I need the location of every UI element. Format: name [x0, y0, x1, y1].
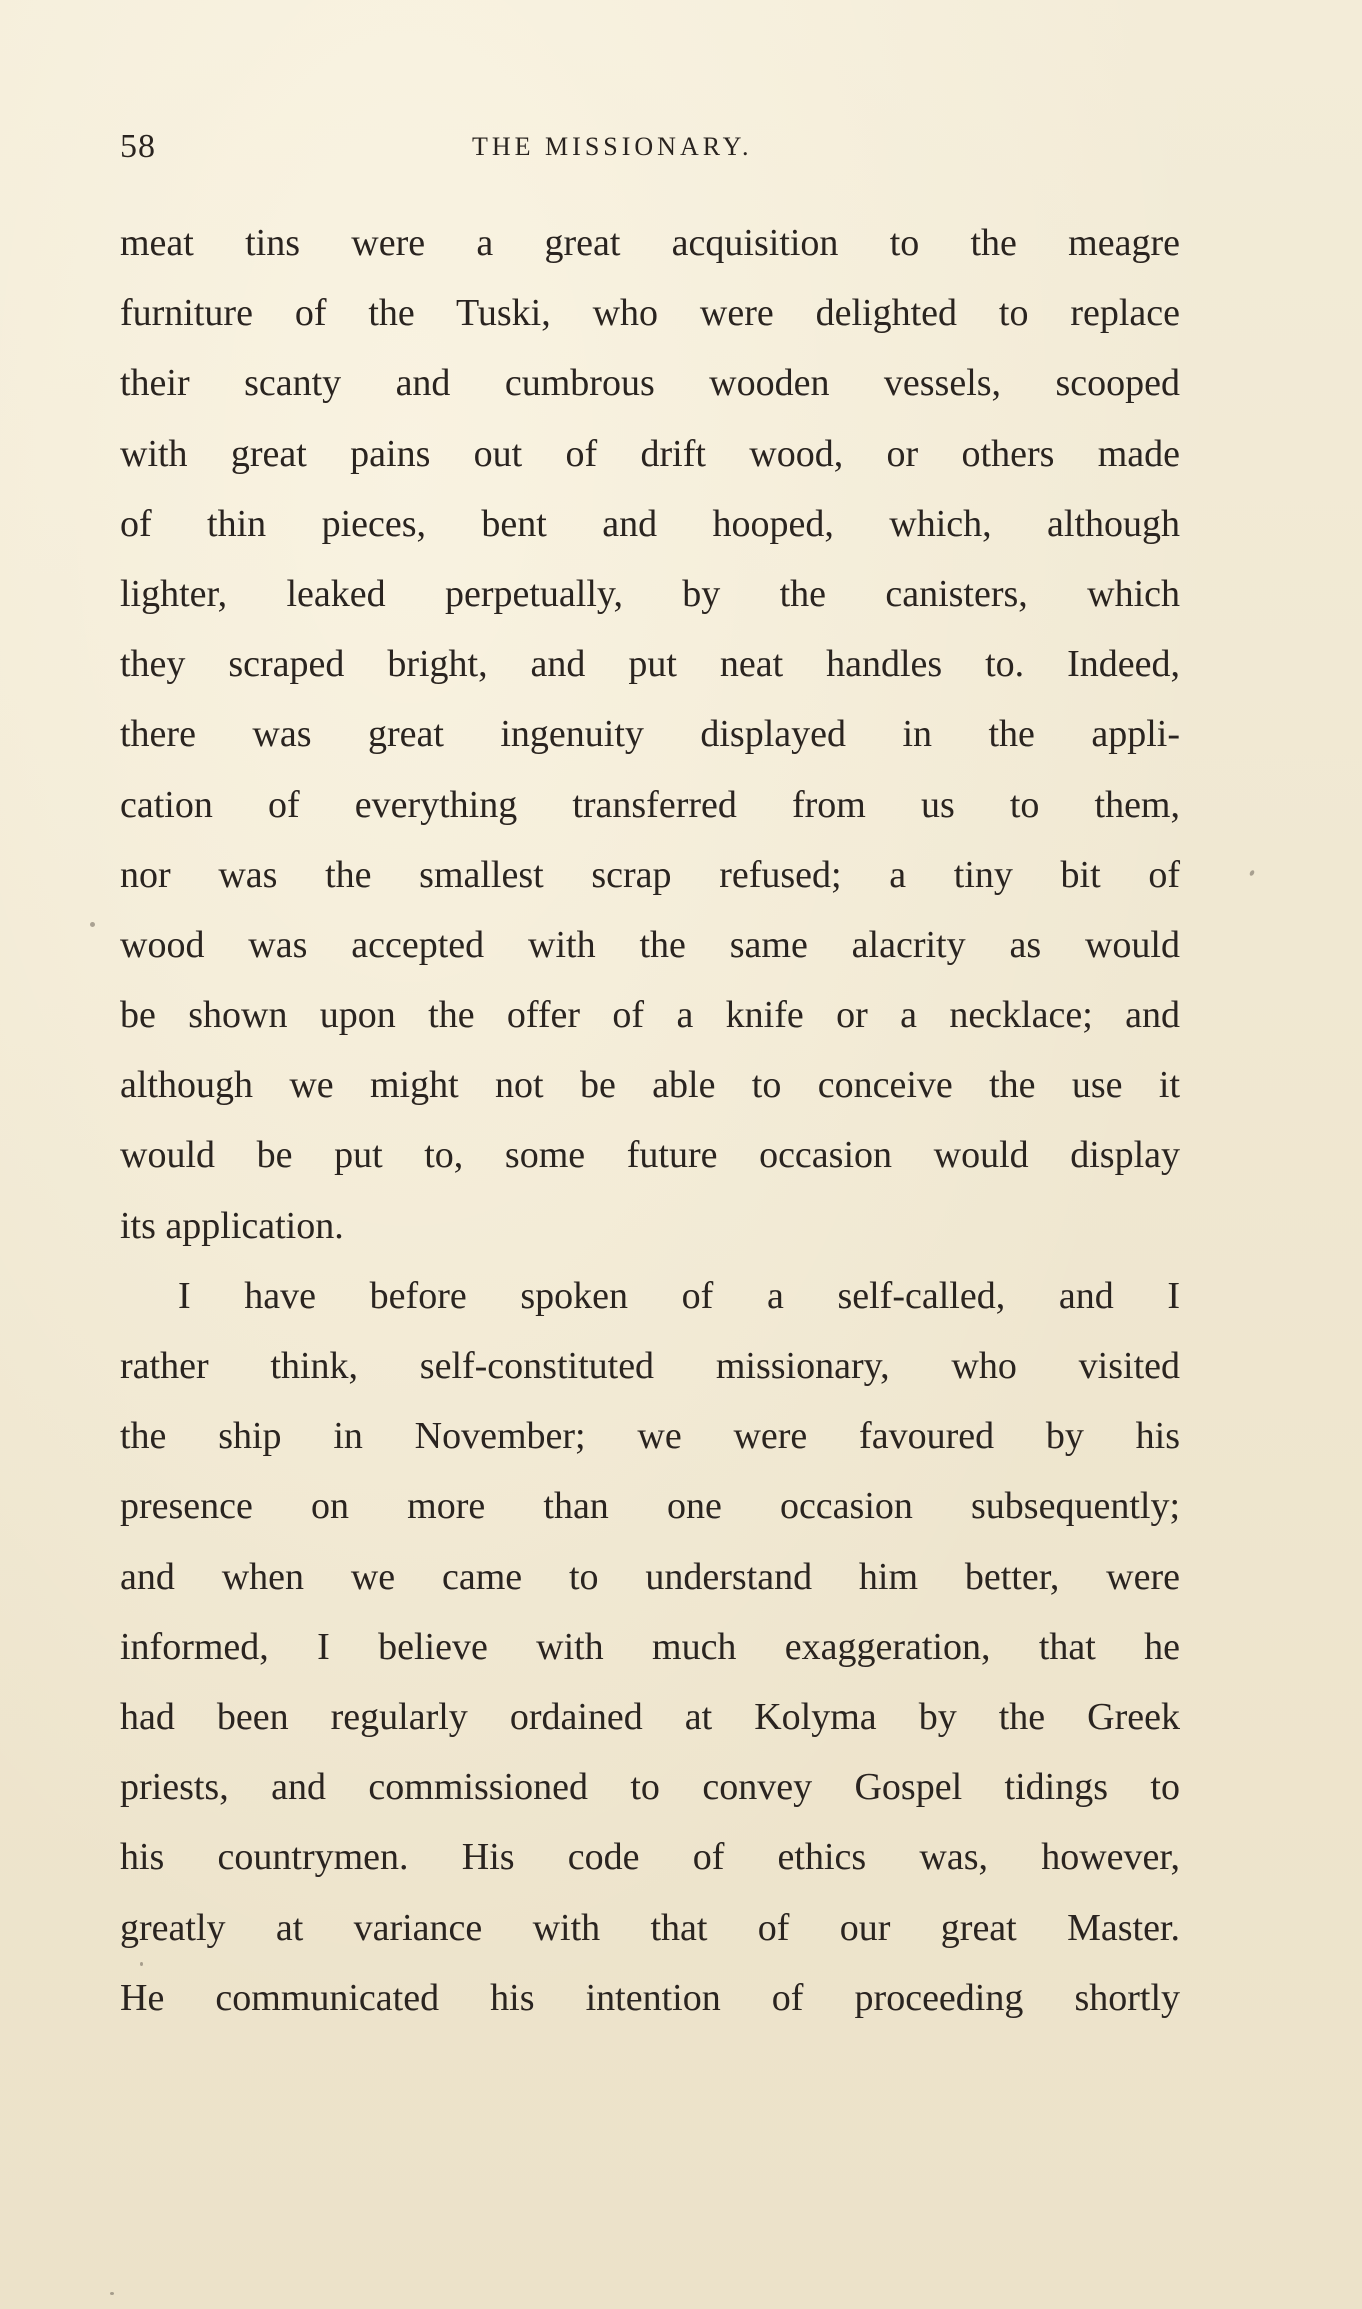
- running-head: [120, 128, 1180, 168]
- text-line: they scraped bright, and put neat handles to. Indeed,: [120, 643, 1180, 686]
- text-line: meat tins were a great acquisition to the meagre: [120, 222, 1180, 264]
- text-line: furniture of the Tuski, who were delighted to replace: [120, 292, 1180, 335]
- text-line: presence on more than one occasion subsequently;: [120, 1485, 1180, 1528]
- text-line: and when we came to understand him better, were: [120, 1555, 1180, 1598]
- running-title: THE MISSIONARY.: [472, 132, 753, 161]
- text-line: He communicated his intention of proceeding shortly: [120, 1976, 1180, 2019]
- paragraph-end-line: its application.: [120, 1204, 344, 1247]
- paper-speck: [140, 1962, 143, 1966]
- page-number: 58: [120, 128, 156, 165]
- text-line: be shown upon the offer of a knife or a necklace; and: [120, 994, 1180, 1037]
- text-line: lighter, leaked perpetually, by the canisters, which: [120, 572, 1180, 615]
- paper-speck: [1249, 869, 1255, 876]
- text-line: priests, and commissioned to convey Gospel tidings to: [120, 1766, 1180, 1809]
- text-line: their scanty and cumbrous wooden vessels, scooped: [120, 362, 1180, 405]
- paragraph-start-line: I have before spoken of a self-called, and I: [178, 1274, 1180, 1317]
- text-line: greatly at variance with that of our great Master.: [120, 1906, 1180, 1949]
- text-line: the ship in November; we were favoured by his: [120, 1415, 1180, 1458]
- text-line: his countrymen. His code of ethics was, however,: [120, 1836, 1180, 1879]
- paper-speck: [90, 922, 95, 927]
- text-line: nor was the smallest scrap refused; a tiny bit of: [120, 853, 1180, 896]
- text-line: cation of everything transferred from us to them,: [120, 783, 1180, 826]
- text-line: wood was accepted with the same alacrity as would: [120, 923, 1180, 966]
- body-text: [120, 208, 1180, 2033]
- text-line: with great pains out of drift wood, or others made: [120, 432, 1180, 475]
- text-line: although we might not be able to conceive the use it: [120, 1064, 1180, 1107]
- text-line: rather think, self-constituted missionary, who visited: [120, 1345, 1180, 1387]
- text-line: would be put to, some future occasion would display: [120, 1134, 1180, 1177]
- paper-speck: [110, 2292, 114, 2295]
- text-line: of thin pieces, bent and hooped, which, although: [120, 502, 1180, 545]
- text-line: had been regularly ordained at Kolyma by the Greek: [120, 1695, 1180, 1738]
- text-line: informed, I believe with much exaggeration, that he: [120, 1625, 1180, 1668]
- text-line: there was great ingenuity displayed in the appli-: [120, 713, 1180, 756]
